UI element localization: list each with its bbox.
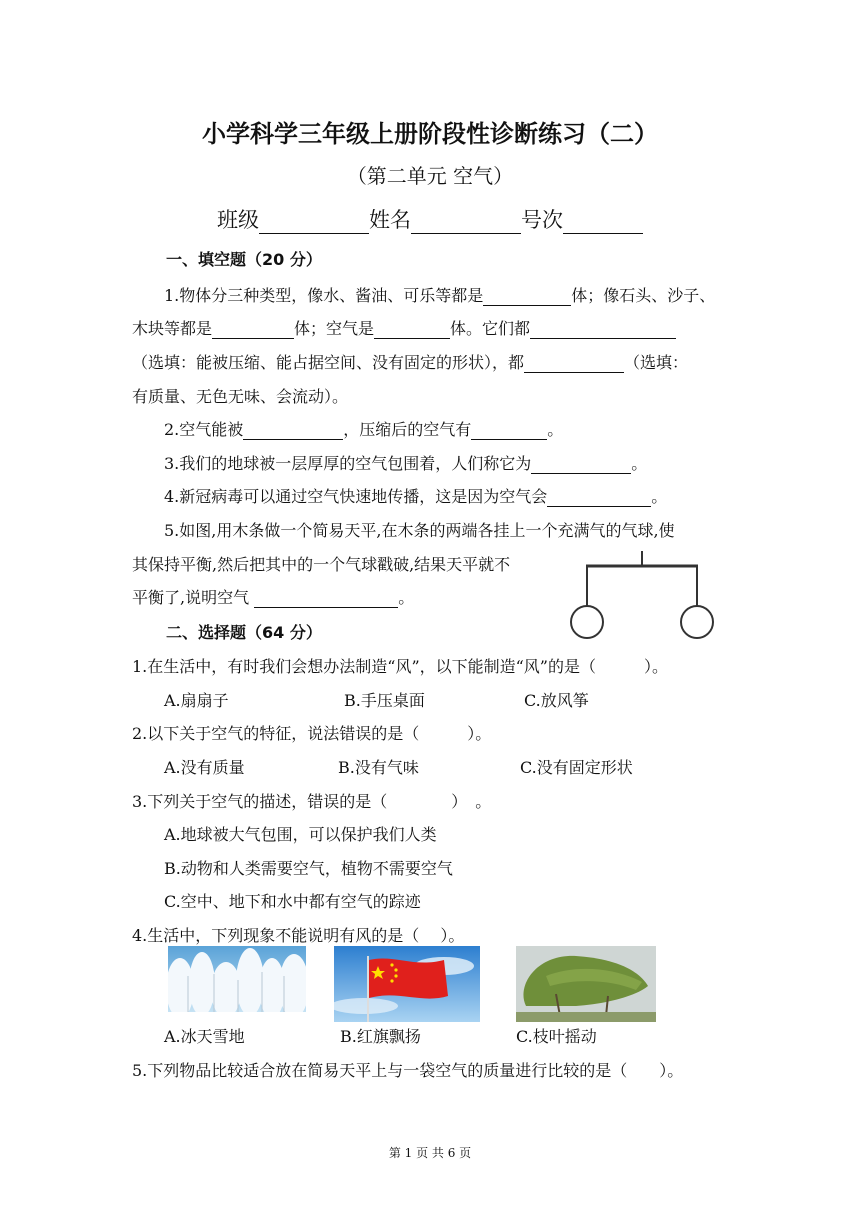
number-label: 号次 [521, 208, 563, 232]
class-blank[interactable] [259, 211, 369, 234]
choice-q4-option[interactable]: A.冰天雪地 [164, 1027, 245, 1046]
fill-blank[interactable] [531, 456, 631, 474]
fill-blank[interactable] [212, 321, 294, 339]
choice-q3-option[interactable]: A.地球被大气包围，可以保护我们人类 [164, 825, 437, 844]
fill-q1-line3: （选填：能被压缩、能占据空间、没有固定的形状），都 （选填： [132, 353, 689, 372]
swaying-trees-image [516, 946, 656, 1022]
fill-blank[interactable] [254, 590, 398, 608]
choice-q2-option[interactable]: A.没有质量 [164, 758, 245, 777]
balloon-right [681, 606, 713, 638]
fill-blank[interactable] [547, 489, 651, 507]
student-info-row [0, 204, 860, 234]
choice-q2-option[interactable]: B.没有气味 [338, 758, 419, 777]
choice-q3-option[interactable]: C.空中、地下和水中都有空气的踪迹 [164, 892, 421, 911]
choice-q4-option[interactable]: C.枝叶摇动 [516, 1027, 597, 1046]
choice-q5: 5.下列物品比较适合放在简易天平上与一袋空气的质量进行比较的是（ ）。 [132, 1061, 684, 1080]
balance-figure [566, 548, 716, 644]
fill-q1-line1: 1.物体分三种类型，像水、酱油、可乐等都是 体；像石头、沙子、 [164, 286, 716, 305]
choice-q3: 3.下列关于空气的描述，错误的是（ ） 。 [132, 792, 492, 811]
number-blank[interactable] [563, 211, 643, 234]
choice-q3-option[interactable]: B.动物和人类需要空气，植物不需要空气 [164, 859, 453, 878]
fill-blank[interactable] [374, 321, 450, 339]
choice-q4-option[interactable]: B.红旗飘扬 [340, 1027, 421, 1046]
fill-blank[interactable] [524, 355, 624, 373]
class-label: 班级 [217, 208, 259, 232]
fill-blank[interactable] [530, 321, 676, 339]
fill-q3: 3.我们的地球被一层厚厚的空气包围着，人们称它为 。 [164, 454, 648, 473]
fill-q5-line2: 其保持平衡,然后把其中的一个气球戳破,结果天平就不 [132, 555, 511, 574]
fill-q5-line1: 5.如图,用木条做一个简易天平,在木条的两端各挂上一个充满气的气球,使 [164, 521, 675, 540]
fill-q1-line2: 木块等都是 体；空气是 体。它们都 [132, 316, 676, 339]
fill-blank[interactable] [483, 288, 571, 306]
choice-q1-option[interactable]: A.扇扇子 [164, 691, 229, 710]
section-choice-heading: 二、选择题（64 分） [166, 623, 322, 642]
fill-q2: 2.空气能被 ，压缩后的空气有 。 [164, 420, 564, 439]
red-flag-image [334, 946, 480, 1022]
fill-q4: 4.新冠病毒可以通过空气快速地传播，这是因为空气会 。 [164, 487, 668, 506]
choice-q2-option[interactable]: C.没有固定形状 [520, 758, 633, 777]
name-blank[interactable] [411, 211, 521, 234]
section-fill-heading: 一、填空题（20 分） [166, 250, 322, 269]
page-subtitle: （第二单元 空气） [346, 164, 514, 188]
page-footer: 第 1 页 共 6 页 [388, 1146, 472, 1160]
choice-q1-option[interactable]: C.放风筝 [524, 691, 589, 710]
choice-q4: 4.生活中，下列现象不能说明有风的是（ ）。 [132, 926, 465, 945]
fill-blank[interactable] [243, 422, 343, 440]
choice-q1: 1.在生活中，有时我们会想办法制造“风”，以下能制造“风”的是（ ）。 [132, 657, 668, 676]
snow-forest-image [168, 946, 306, 1022]
page-title: 小学科学三年级上册阶段性诊断练习（二） [202, 120, 658, 148]
fill-blank[interactable] [471, 422, 547, 440]
fill-q1-line4: 有质量、无色无味、会流动）。 [132, 387, 349, 406]
name-label: 姓名 [369, 208, 411, 232]
fill-q5-line3: 平衡了,说明空气 。 [132, 588, 415, 607]
choice-q2: 2.以下关于空气的特征，说法错误的是（ ）。 [132, 724, 492, 743]
balloon-left [571, 606, 603, 638]
choice-q1-option[interactable]: B.手压桌面 [344, 691, 425, 710]
